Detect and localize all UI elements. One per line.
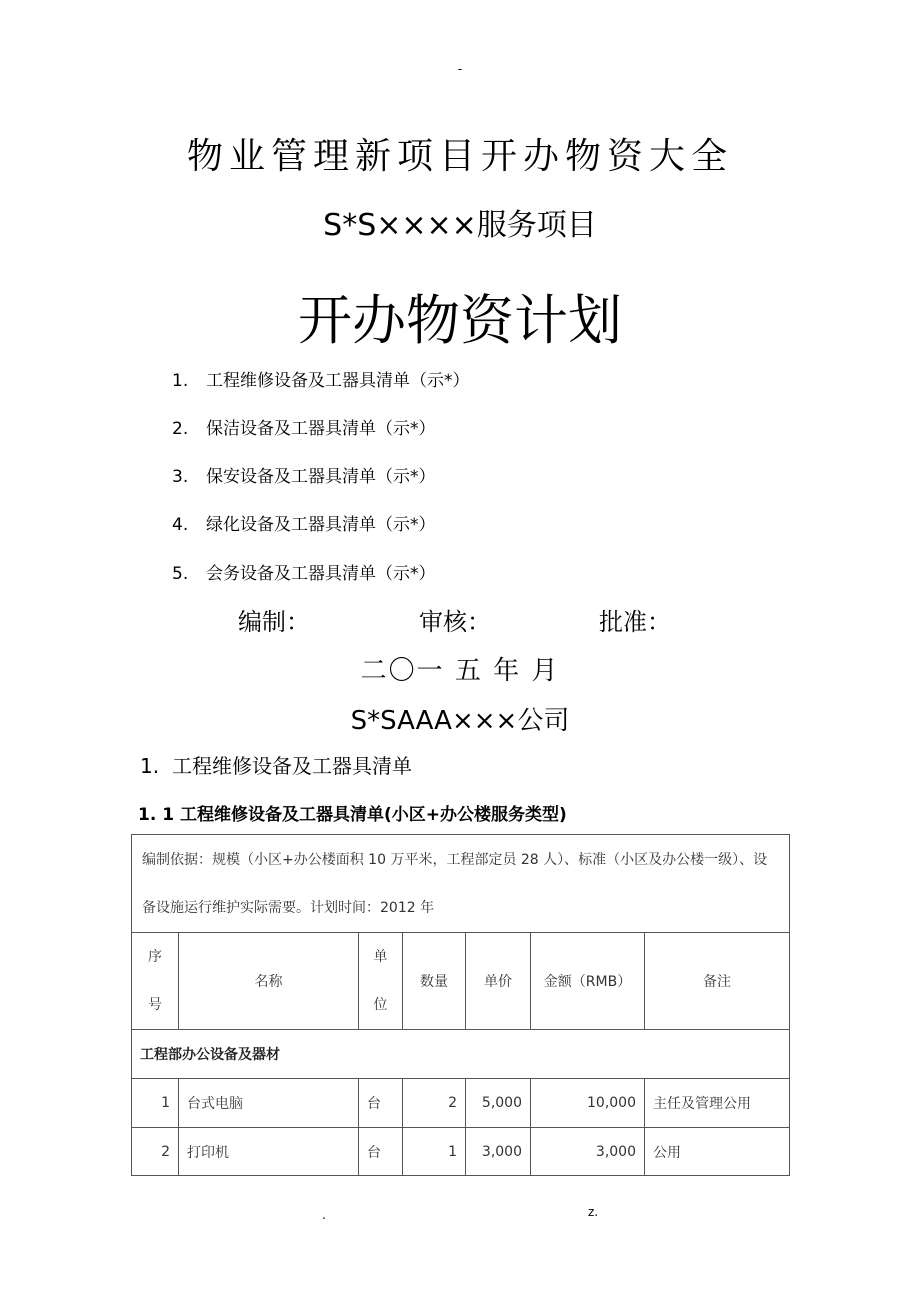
footer-right-mark: z.	[588, 1205, 599, 1219]
cell-name: 打印机	[179, 1128, 359, 1176]
toc-item	[172, 462, 436, 487]
toc-item-text: 会务设备及工器具清单（示*）	[206, 564, 436, 584]
header-unit: 单位	[359, 933, 403, 1030]
toc-item-number: 4.	[172, 515, 189, 535]
table-row	[132, 1128, 790, 1176]
cell-seq: 1	[132, 1079, 179, 1128]
cell-remark: 主任及管理公用	[645, 1079, 790, 1128]
cell-price: 3,000	[466, 1128, 531, 1176]
project-subtitle: S*S××××服务项目	[323, 208, 597, 243]
table-group-label: 工程部办公设备及器材	[132, 1030, 790, 1079]
toc-item-text: 绿化设备及工器具清单（示*）	[206, 515, 436, 535]
compile-label: 编制：	[238, 608, 310, 636]
plan-title: 开办物资计划	[298, 289, 622, 352]
table-header-row	[132, 933, 790, 1030]
toc-item-number: 3.	[172, 467, 189, 487]
approve-label: 批准：	[599, 608, 671, 636]
section-heading	[140, 750, 412, 779]
document-date: 二〇一 五 年 月	[360, 656, 560, 686]
company-name: S*SAAA×××公司	[350, 706, 570, 736]
section-number: 1.	[140, 754, 160, 778]
review-label: 审核：	[419, 608, 491, 636]
cell-qty: 1	[403, 1128, 466, 1176]
toc-item	[172, 510, 436, 535]
cell-remark: 公用	[645, 1128, 790, 1176]
table-note: 编制依据：规模（小区+办公楼面积 10 万平米，工程部定员 28 人）、标准（小区及办公楼一级）、设备设施运行维护实际需要。计划时间：2012 年	[132, 835, 790, 933]
header-amount: 金额（RMB）	[531, 933, 645, 1030]
cell-unit: 台	[359, 1079, 403, 1128]
toc-item	[172, 559, 436, 584]
table-row	[132, 1079, 790, 1128]
cell-amount: 10,000	[531, 1079, 645, 1128]
cell-unit: 台	[359, 1128, 403, 1176]
toc-item	[172, 366, 470, 391]
toc-item-text: 工程维修设备及工器具清单（示*）	[206, 371, 470, 391]
header-price: 单价	[466, 933, 531, 1030]
cell-seq: 2	[132, 1128, 179, 1176]
header-mark: -	[457, 62, 463, 76]
toc-item-text: 保洁设备及工器具清单（示*）	[206, 419, 436, 439]
equipment-table	[131, 834, 790, 1176]
section-title: 工程维修设备及工器具清单	[172, 754, 412, 778]
toc-item	[172, 414, 436, 439]
subsection-heading: 1. 1 工程维修设备及工器具清单(小区+办公楼服务类型)	[138, 805, 567, 825]
cell-name: 台式电脑	[179, 1079, 359, 1128]
header-seq: 序号	[132, 933, 179, 1030]
header-name: 名称	[179, 933, 359, 1030]
document-title: 物业管理新项目开办物资大全	[186, 136, 733, 177]
toc-item-number: 1.	[172, 371, 189, 391]
cell-qty: 2	[403, 1079, 466, 1128]
cell-amount: 3,000	[531, 1128, 645, 1176]
toc-item-number: 5.	[172, 564, 189, 584]
header-qty: 数量	[403, 933, 466, 1030]
cell-price: 5,000	[466, 1079, 531, 1128]
toc-item-text: 保安设备及工器具清单（示*）	[206, 467, 436, 487]
footer-left-mark: .	[322, 1208, 326, 1222]
header-remark: 备注	[645, 933, 790, 1030]
toc-item-number: 2.	[172, 419, 189, 439]
